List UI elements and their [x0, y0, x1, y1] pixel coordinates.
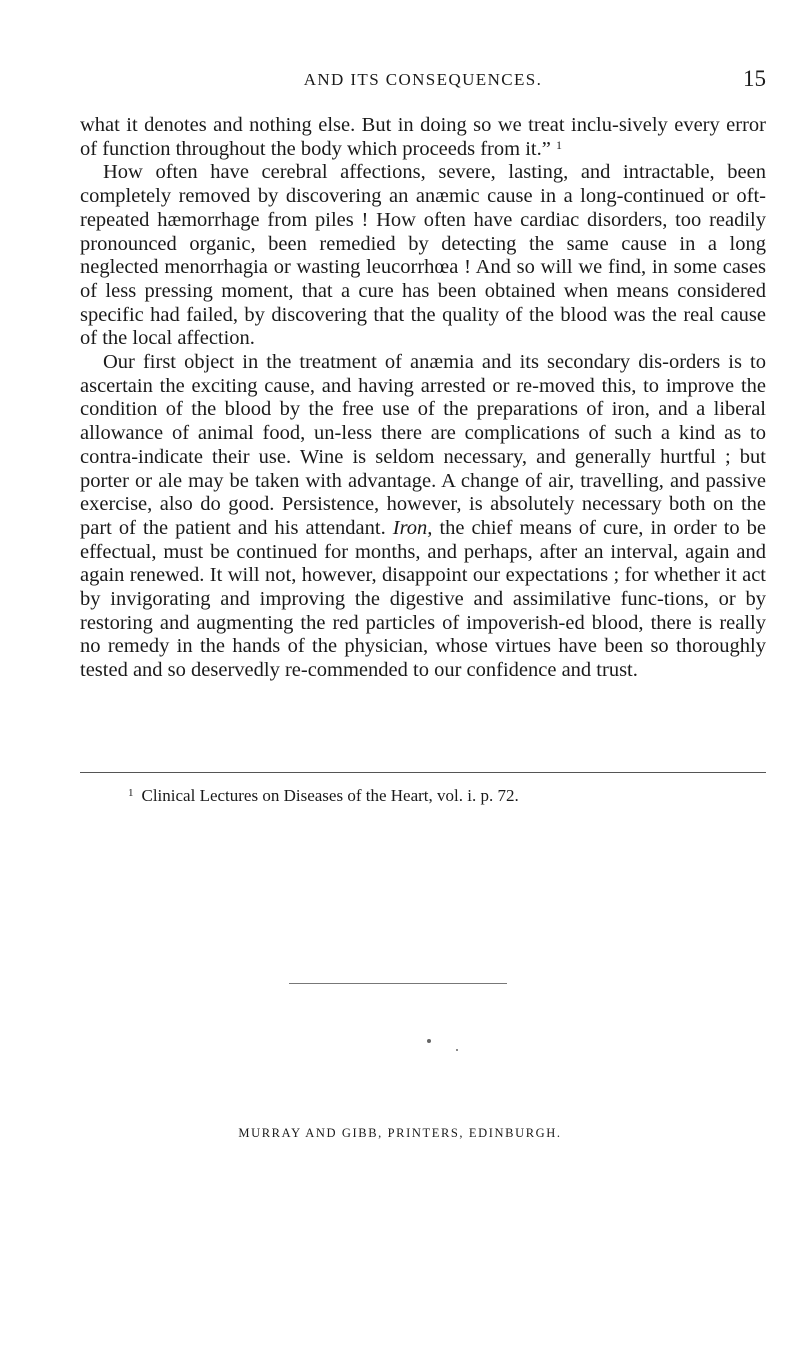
- paragraph-1-text: what it denotes and nothing else. But in doing so we treat inclu-sively every error of function throughout the body which proceeds from it.”: [80, 114, 766, 160]
- iron-emphasis: Iron,: [392, 516, 433, 539]
- paragraph-3-text-a: Our first object in the treatment of anæmia and its secondary dis-orders is to ascertain the exciting cause, and having arrested or re-moved this, to improve the condition of the blood by the free use of the preparations of iron, and a liberal allowance of animal food, un-less there are complications of such a kind as to contra-indicate their use. Wine is seldom necessary, and generally hurtful ; but porter or ale may be taken with advantage. A change of air, travelling, and passive exercise, also do good. Persistence, however, is absolutely necessary both on the part of the patient and his attendant.: [80, 351, 766, 539]
- running-title: AND ITS CONSEQUENCES.: [303, 70, 543, 89]
- footnote-rule: [80, 772, 766, 773]
- printer-imprint: MURRAY AND GIBB, PRINTERS, EDINBURGH.: [238, 1126, 562, 1140]
- footnote-text: Clinical Lectures on Diseases of the Heart, vol. i. p. 72.: [141, 786, 519, 805]
- page-number: 15: [743, 66, 766, 91]
- ink-speck: [456, 1049, 458, 1051]
- paragraph-1: [80, 114, 766, 161]
- ink-speck: [427, 1039, 431, 1043]
- running-head: [80, 66, 766, 100]
- paragraph-3: [80, 351, 766, 683]
- footnote-marker: 1: [128, 787, 134, 799]
- end-rule: [289, 983, 507, 984]
- body-text: [80, 114, 766, 683]
- footnote-reference: 1: [555, 137, 562, 152]
- paragraph-3-text-b: the chief means of cure, in order to be effectual, must be continued for months, and perhaps, after an interval, again and again renewed. It will not, however, disappoint our expectations ; for whether it act by invigorating and improving the digestive and assimilative func-tions, or by restoring and augmenting the red particles of impoverish-ed blood, there is really no remedy in the hands of the physician, whose virtues have been so thoroughly tested and so deservedly re-commended to our confidence and trust.: [80, 516, 767, 682]
- paragraph-2: How often have cerebral affections, severe, lasting, and intractable, been completely removed by discovering an anæmic cause in a long-continued or oft-repeated hæmorrhage from piles ! How often have cardiac disorders, too readily pronounced organic, been remedied by detecting the same cause in a long neglected menorrhagia or wasting leucorrhœa ! And so will we find, in some cases of less pressing moment, that a cure has been obtained when means considered specific had failed, by discovering that the quality of the blood was the real cause of the local affection.: [80, 161, 766, 350]
- footnote: [128, 786, 768, 806]
